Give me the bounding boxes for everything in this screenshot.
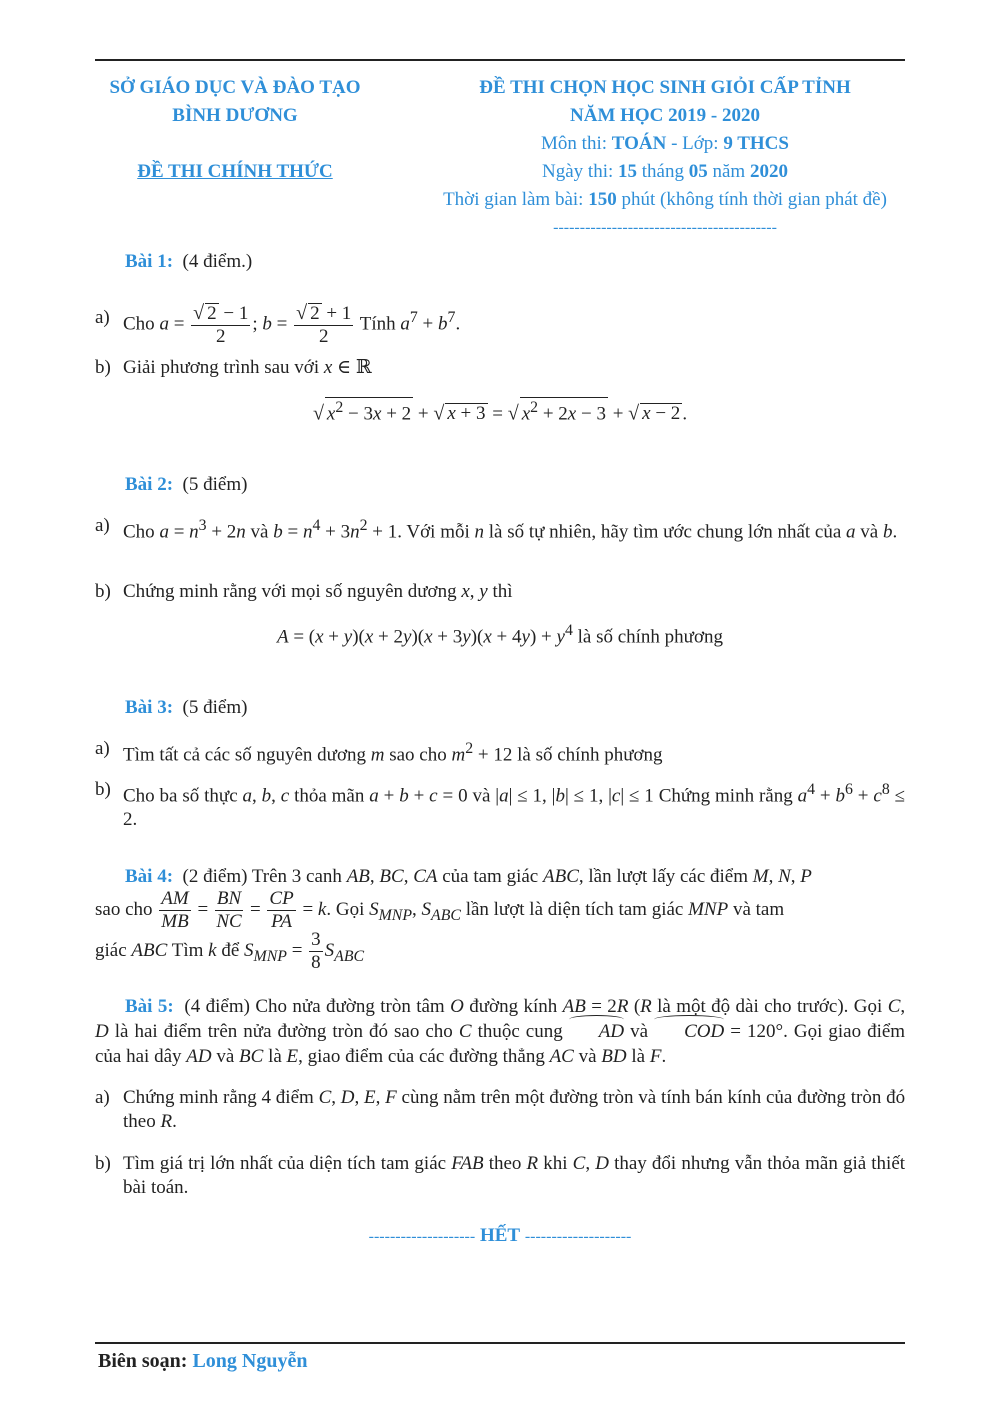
problem-2a: a) Cho $a = n^3 + 2n$ và $b = n^4 + 3n^2 + 1$. Với mỗi n là số tự nhiên, hãy tìm ước chung lớn nhất của a và b. bbox=[95, 515, 898, 543]
problem-3a: a) Tìm tất cả các số nguyên dương m sao cho $m^2 + 12$ là số chính phương bbox=[95, 738, 663, 766]
exam-title: ĐỀ THI CHỌN HỌC SINH GIỎI CẤP TỈNH bbox=[479, 77, 851, 98]
problem-3b: b) Cho ba số thực a, b, c thỏa mãn a + b + c = 0 và |a| ≤ 1, |b| ≤ 1, |c| ≤ 1 Chứng minh rằng $a^4 + b^6 + c^8 \le 2$. bbox=[95, 779, 906, 831]
problem-4: Bài 4: (2 điểm) Trên 3 canh AB, BC, CA của tam giác ABC, lần lượt lấy các điểm M, N, P bbox=[125, 866, 812, 887]
date-line: Ngày thi: 15 tháng 05 năm 2020 bbox=[542, 161, 788, 182]
problem-4-line3: giác ABC Tìm k để $S_{MNP}$ = $\frac{3}{8}$ $S_{ABC}$ bbox=[95, 929, 365, 974]
bottom-rule bbox=[95, 1342, 905, 1344]
problem-2b: b) Chứng minh rằng với mọi số nguyên dương x, y thì bbox=[95, 581, 513, 602]
problem-5b: b) Tìm giá trị lớn nhất của diện tích tam giác FAB theo R khi C, D thay đổi nhưng vẫn thỏa mãn giả thiết bài toán. bbox=[95, 1153, 906, 1198]
department-name: SỞ GIÁO DỤC VÀ ĐÀO TẠO bbox=[109, 77, 361, 98]
top-rule bbox=[95, 59, 905, 61]
problem-5: Bài 5: (4 điểm) Cho nửa đường tròn tâm O đường kính AB = 2R (R là một độ dài cho trước). Gọi C, D là hai điểm trên nửa đường tròn đó sao cho C thuộc cung AD và COD = 120°. Gọi giao điểm của hai dây AD và BC là E, giao điểm của các đường thẳng AC và BD là F. bbox=[95, 996, 906, 1067]
end-marker: -------------------- HẾT -------------------- bbox=[368, 1225, 632, 1246]
problem-1a: a) Cho a = $\frac{√ 2 - 1}{2}$ ; b = $\frac{√ 2 + 1}{2}$ Tính $a^7 + b^7$. bbox=[95, 301, 461, 347]
subject-line: Môn thi: TOÁN - Lớp: 9 THCS bbox=[541, 133, 789, 154]
problem-1b-equation: √ $x^2 - 3x + 2$ + √ x + 3 = √ $x^2 + 2x - 3$ + √ x − 2 . bbox=[312, 399, 688, 425]
province-name: BÌNH DƯƠNG bbox=[172, 105, 298, 126]
problem-1-heading: Bài 1: (4 điểm.) bbox=[125, 251, 253, 272]
problem-2-heading: Bài 2: (5 điểm) bbox=[125, 474, 248, 495]
header-dashes: ------------------------------------------ bbox=[553, 219, 777, 236]
problem-1b: b) Giải phương trình sau với x ∈ ℝ bbox=[95, 357, 372, 378]
header-right bbox=[425, 74, 905, 242]
author-credit: Biên soạn: Long Nguyễn bbox=[98, 1350, 308, 1372]
problem-4-line2: sao cho $\frac{AM}{MB}$ = $\frac{BN}{NC}$ = $\frac{CP}{PA}$ = k. Gọi $S_{MNP}$, $S_{ABC}$ lần lượt là diện tích tam giác MNP và tam bbox=[95, 888, 785, 933]
problem-5a: a) Chứng minh rằng 4 điểm C, D, E, F cùng nằm trên một đường tròn và tính bán kính của đường tròn đó theo R. bbox=[95, 1087, 906, 1132]
problem-3-heading: Bài 3: (5 điểm) bbox=[125, 697, 248, 718]
header-left bbox=[95, 74, 375, 186]
official-exam-label: ĐỀ THI CHÍNH THỨC bbox=[137, 161, 333, 182]
problem-2b-equation: $A = (x + y)(x + 2y)(x + 3y)(x + 4y) + y^4$ là số chính phương bbox=[276, 622, 724, 648]
school-year: NĂM HỌC 2019 - 2020 bbox=[570, 105, 760, 126]
time-line: Thời gian làm bài: 150 phút (không tính thời gian phát đề) bbox=[443, 189, 887, 210]
